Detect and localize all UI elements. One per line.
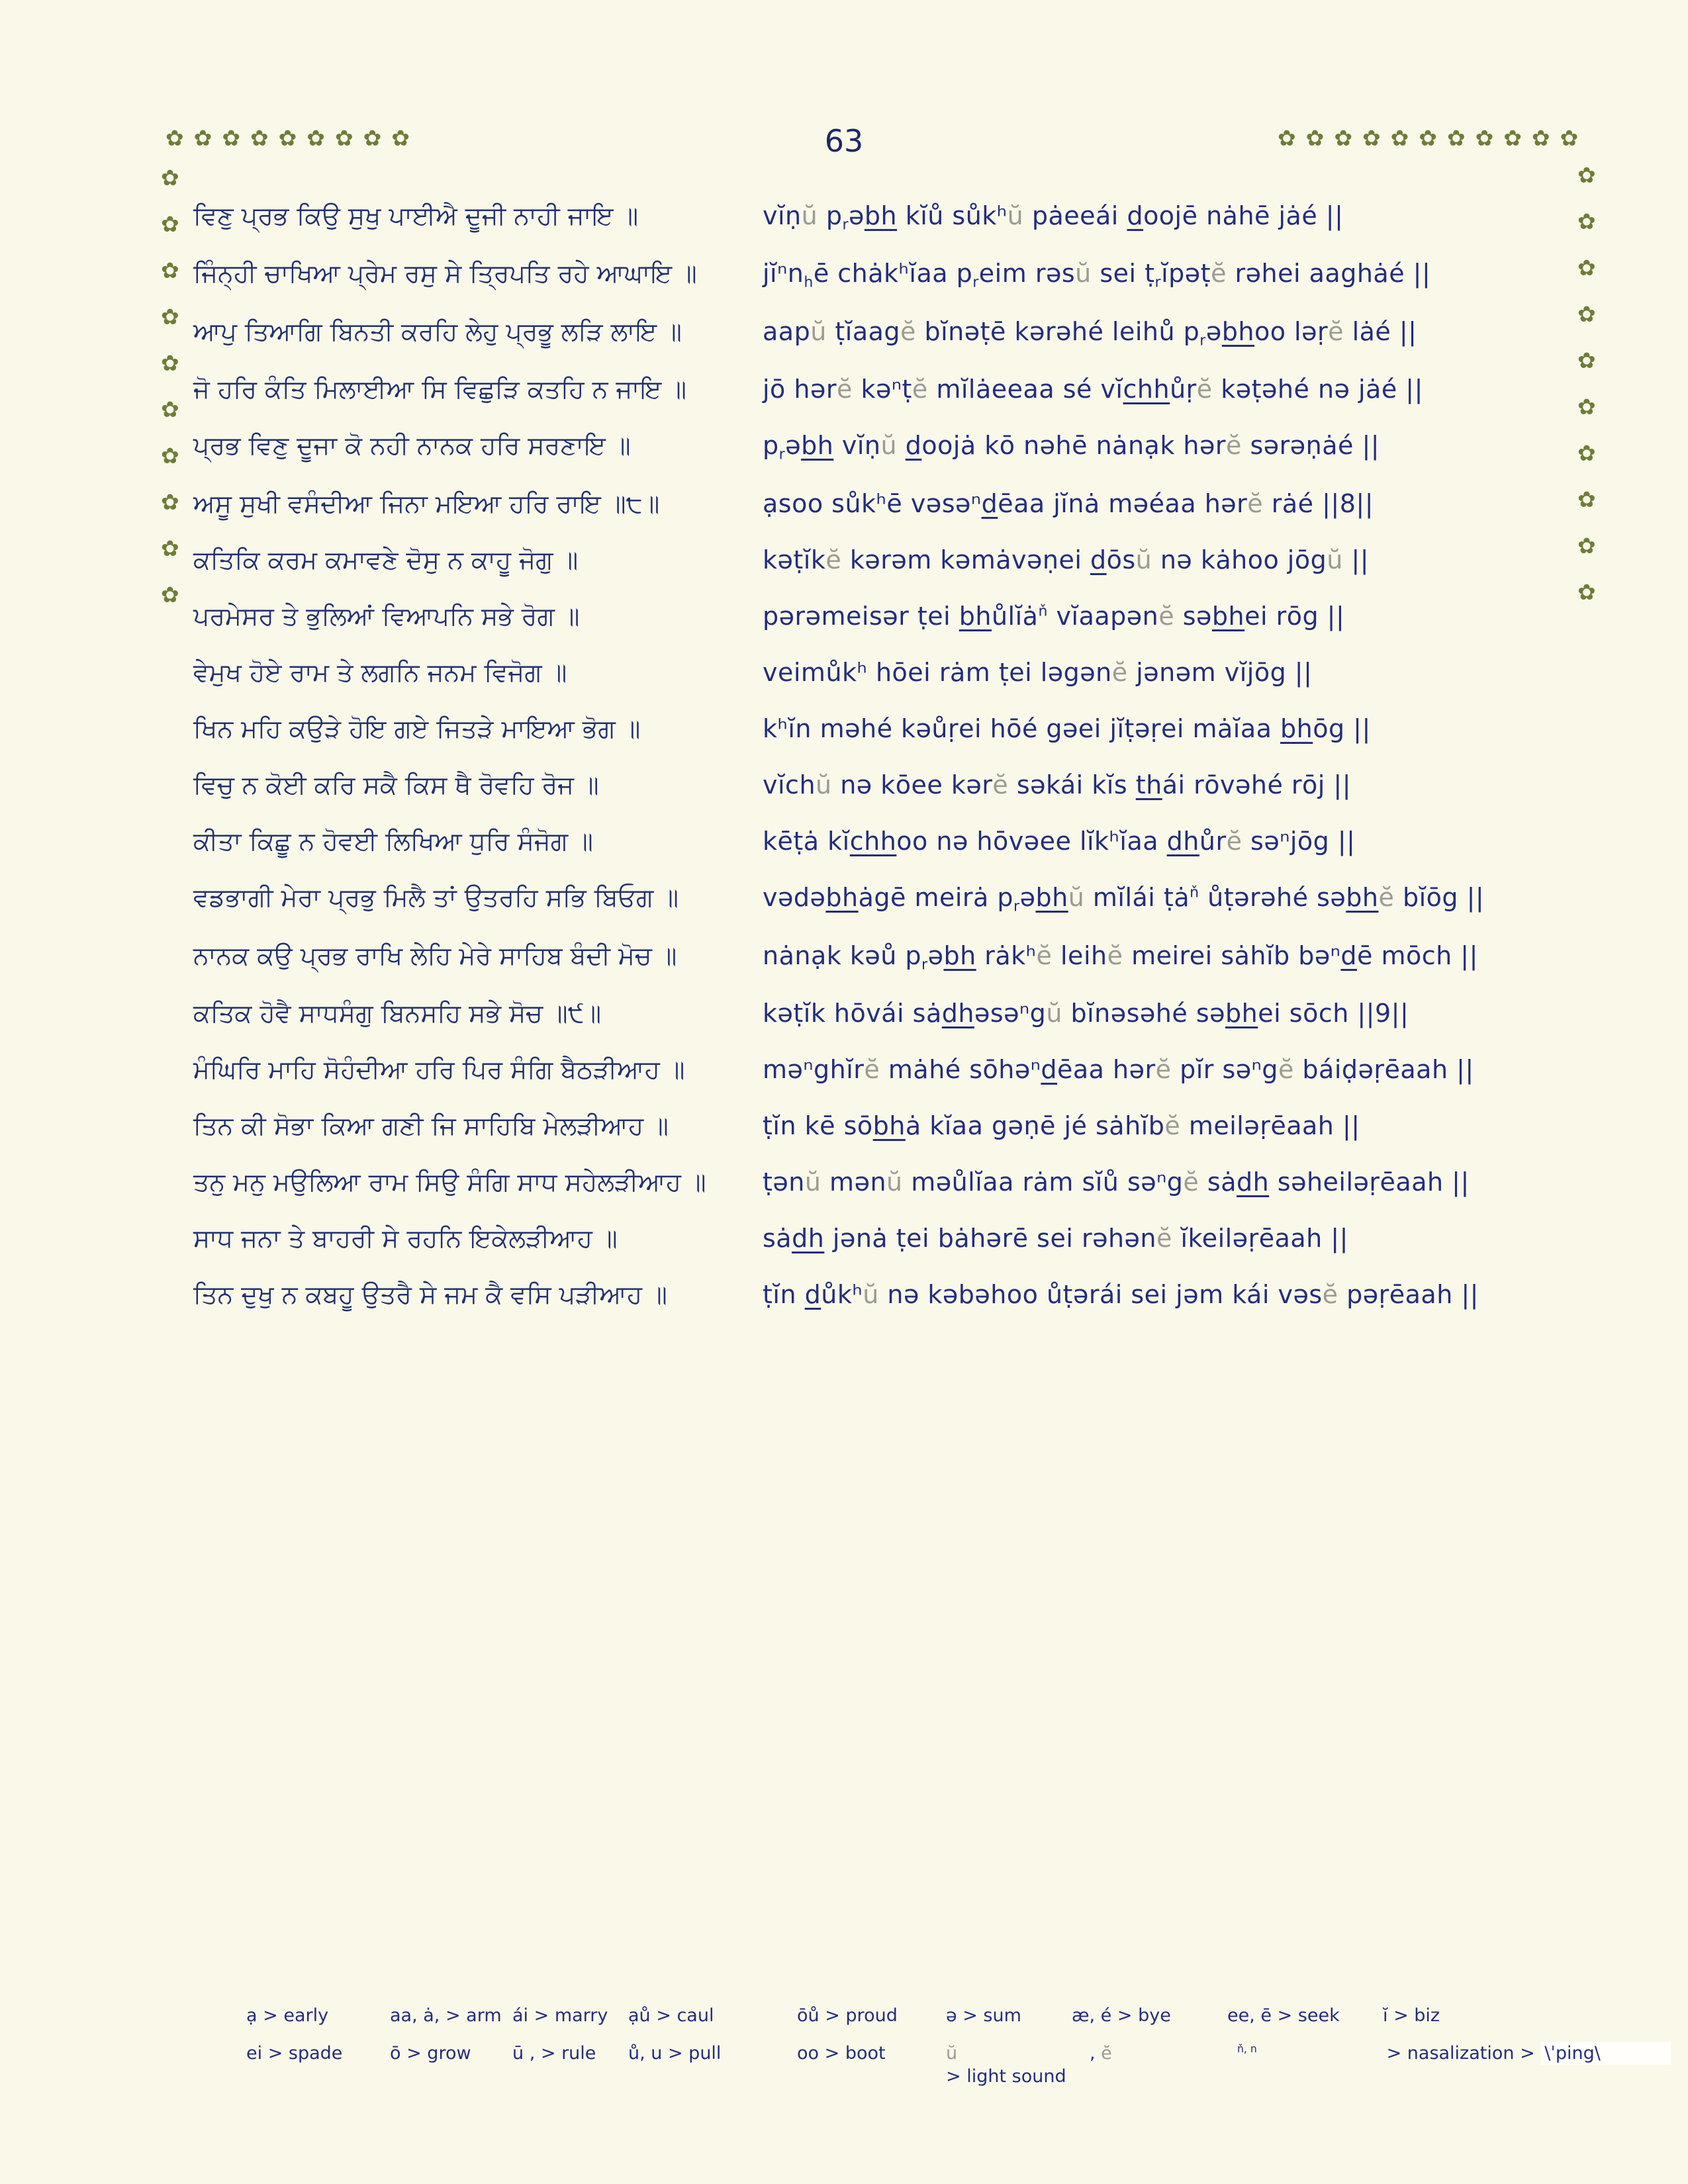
verse-row (193, 540, 1517, 580)
gurmukhi-text: ਤਨੁ ਮਨੁ ਮਉਲਿਆ ਰਾਮ ਸਿਉ ਸੰਗਿ ਸਾਧ ਸਹੇਲੜੀਆਹ ॥ (193, 1167, 706, 1197)
verse-row (193, 1050, 1517, 1089)
flower-ornament-icon: ✿ (1577, 301, 1596, 327)
transliteration-text: sȧdh jənȧ ṭei bȧhərē sei rəhənĕ ĭkeiləṛēaah || (763, 1224, 1348, 1253)
flower-ornament-icon: ✿ (306, 125, 325, 151)
transliteration-text: veimůkʰ hōei rȧm ṭei ləgənĕ jənəm vĭjōg || (763, 658, 1313, 688)
flower-ornament-icon: ✿ (1577, 347, 1596, 373)
flower-ornament-icon: ✿ (391, 125, 410, 151)
gurmukhi-text: ਕਤਿਕ ਹੋਵੈ ਸਾਧਸੰਗੁ ਬਿਨਸਹਿ ਸਭੇ ਸੋਚ ॥੯॥ (193, 999, 602, 1028)
page-number: 63 (824, 123, 864, 159)
gurmukhi-text: ਕੀਤਾ ਕਿਛੂ ਨ ਹੋਵਈ ਲਿਖਿਆ ਧੁਰਿ ਸੰਜੋਗ ॥ (193, 827, 593, 856)
ornament-border-top-left (165, 127, 420, 149)
transliteration-text: pərəmeisər ṭei bhůlĭȧ$^ň$ vĭaapənĕ səbhei rōg || (763, 602, 1345, 631)
verse-row (193, 1106, 1517, 1146)
verse-row (193, 196, 1517, 237)
legend-item: ōů > proud (797, 2005, 898, 2026)
transliteration-text: vĭṇŭ $p_rəbh$ kĭů sůkʰŭ pȧeeái doojē nȧhē jȧé || (763, 201, 1344, 234)
flower-ornament-icon: ✿ (1390, 125, 1409, 151)
flower-ornament-icon: ✿ (1577, 533, 1596, 559)
legend-item: ū , > rule (512, 2043, 596, 2064)
flower-ornament-icon: ✿ (161, 489, 179, 515)
transliteration-text: ṭənŭ mənŭ məůlĭaa rȧm sĭů səⁿgĕ sȧdh səheiləṛēaah || (763, 1167, 1470, 1197)
ornament-border-right (1577, 164, 1596, 627)
legend-row (246, 2042, 1601, 2088)
flower-ornament-icon: ✿ (363, 125, 382, 151)
flower-ornament-icon: ✿ (1503, 125, 1522, 151)
flower-ornament-icon: ✿ (161, 257, 179, 283)
flower-ornament-icon: ✿ (161, 211, 179, 237)
flower-ornament-icon: ✿ (334, 125, 353, 151)
transliteration-text: ṭĭn kē sōbhȧ kĭaa gəṇē jé sȧhĭbĕ meiləṛēaah || (763, 1111, 1360, 1141)
gurmukhi-text: ਨਾਨਕ ਕਉ ਪ੍ਰਭ ਰਾਖਿ ਲੇਹਿ ਮੇਰੇ ਸਾਹਿਬ ਬੰਦੀ ਮੋਚ ॥ (193, 940, 677, 970)
flower-ornament-icon: ✿ (165, 125, 184, 151)
transliteration-text: kəṭĭk hōvái sȧdhəsəⁿgŭ bĭnəsəhé səbhei sōch ||9|| (763, 999, 1409, 1028)
gurmukhi-text: ਤਿਨ ਦੁਖੁ ਨ ਕਬਹੂ ਉਤਰੈ ਸੇ ਜਮ ਕੈ ਵਸਿ ਪੜੀਆਹ ॥ (193, 1280, 667, 1310)
flower-ornament-icon: ✿ (1362, 125, 1381, 151)
transliteration-text: $p_rəbh$ vĭṇŭ doojȧ kō nəhē nȧnạk hərĕ sərəṇȧé || (763, 431, 1380, 464)
flower-ornament-icon: ✿ (1446, 125, 1466, 151)
flower-ornament-icon: ✿ (161, 304, 179, 330)
verse-row (193, 878, 1517, 919)
flower-ornament-icon: ✿ (1577, 486, 1596, 512)
flower-ornament-icon: ✿ (161, 396, 179, 422)
flower-ornament-icon: ✿ (161, 165, 179, 191)
gurmukhi-text: ਵਿਚੁ ਨ ਕੋਈ ਕਰਿ ਸਕੈ ਕਿਸ ਥੈ ਰੋਵਹਿ ਰੋਜ ॥ (193, 770, 599, 800)
transliteration-text: aapŭ ṭĭaagĕ bĭnəṭē kərəhé leihů $p_rəbhoo$ ləṛĕ lȧé || (763, 316, 1417, 349)
flower-ornament-icon: ✿ (1334, 125, 1352, 151)
transliteration-text: nȧnạk kəů $p_rəbh$ rȧkʰĕ leihĕ meirei sȧhĭb bəⁿdē mōch || (763, 940, 1478, 974)
transliteration-text: ṭĭn důkʰŭ nə kəbəhoo ůṭərái sei jəm kái vəsĕ pəṛēaah || (763, 1280, 1479, 1310)
flower-ornament-icon: ✿ (1475, 125, 1494, 151)
gurmukhi-text: ਖਿਨ ਮਹਿ ਕਉੜੇ ਹੋਇ ਗਏ ਜਿਤੜੇ ਮਾਇਆ ਭੋਗ ॥ (193, 714, 641, 744)
legend-item: ů, u > pull (628, 2043, 722, 2064)
transliteration-text: ạsoo sůkʰē vəsəⁿdēaa jĭnȧ məéaa hərĕ rȧé ||8|| (763, 488, 1374, 518)
flower-ornament-icon: ✿ (161, 350, 179, 376)
verse-row (193, 993, 1517, 1033)
verse-row (193, 596, 1517, 636)
flower-ornament-icon: ✿ (1577, 394, 1596, 420)
flower-ornament-icon: ✿ (161, 535, 179, 561)
gurmukhi-text: ਵਿਣੁ ਪ੍ਰਭ ਕਿਉ ਸੁਖੁ ਪਾਈਐ ਦੂਜੀ ਨਾਹੀ ਜਾਇ ॥ (193, 201, 639, 230)
verse-row (193, 1275, 1517, 1314)
flower-ornament-icon: ✿ (1577, 440, 1596, 466)
legend-item: oo > boot (797, 2043, 886, 2064)
transliteration-text: jĭⁿn$_h$ē chȧkʰĭaa $p_reim$ rəsŭ sei ṭ$_r$ĭpəṭĕ rəhei aaghȧé || (763, 259, 1431, 292)
flower-ornament-icon: ✿ (1419, 125, 1437, 151)
flower-ornament-icon: ✿ (161, 443, 179, 469)
legend-item: ə > sum (946, 2005, 1021, 2026)
legend-item: aa, ȧ, > arm (390, 2005, 502, 2026)
legend-item: ạ > early (246, 2005, 329, 2026)
gurmukhi-text: ਅਸੂ ਸੁਖੀ ਵਸੰਦੀਆ ਜਿਨਾ ਮਇਆ ਹਰਿ ਰਾਇ ॥੮॥ (193, 488, 660, 518)
flower-ornament-icon: ✿ (1577, 255, 1596, 281)
verse-row (193, 821, 1517, 861)
verse-row (193, 1218, 1517, 1258)
verse-row (193, 369, 1517, 409)
verse-row (193, 709, 1517, 749)
gurmukhi-text: ਜੋ ਹਰਿ ਕੰਤਿ ਮਿਲਾਈਆ ਸਿ ਵਿਛੁੜਿ ਕਤਹਿ ਨ ਜਾਇ ॥ (193, 375, 686, 404)
flower-ornament-icon: ✿ (250, 125, 269, 151)
flower-ornament-icon: ✿ (1305, 125, 1325, 151)
transliteration-text: jō hərĕ kəⁿṭĕ mĭlȧeeaa sé vĭchhůṛĕ kəṭəhé nə jȧé || (763, 375, 1423, 404)
transliteration-text: kʰĭn məhé kəůṛei hōé gəei jĭṭəṛei mȧĭaa bhōg || (763, 714, 1371, 744)
legend-row (246, 2004, 1477, 2027)
gurmukhi-text: ਵਡਭਾਗੀ ਮੇਰਾ ਪ੍ਰਭੁ ਮਿਲੈ ਤਾਂ ਉਤਰਹਿ ਸਭਿ ਬਿਓਗ ॥ (193, 883, 679, 913)
gurmukhi-text: ਵੇਮੁਖ ਹੋਏ ਰਾਮ ਤੇ ਲਗਨਿ ਜਨਮ ਵਿਜੋਗ ॥ (193, 658, 567, 688)
legend-item: ň, n > nasalization > \ˈping\ (1237, 2042, 1671, 2065)
legend-item: æ, é > bye (1072, 2005, 1171, 2026)
gurmukhi-text: ਜਿੰਨ੍ਹੀ ਚਾਖਿਆ ਪ੍ਰੇਮ ਰਸੁ ਸੇ ਤ੍ਰਿਪਤਿ ਰਹੇ ਆਘਾਇ ॥ (193, 259, 697, 289)
legend-item: ái > marry (512, 2005, 608, 2026)
flower-ornament-icon: ✿ (1577, 162, 1596, 188)
verse-row (193, 426, 1517, 467)
gurmukhi-text: ਸਾਧ ਜਨਾ ਤੇ ਬਾਹਰੀ ਸੇ ਰਹਨਿ ਇਕੇਲੜੀਆਹ ॥ (193, 1224, 618, 1253)
transliteration-text: vĭchŭ nə kōee kərĕ səkái kĭs thái rōvəhé rōj || (763, 770, 1352, 800)
legend-item: ee, ē > seek (1227, 2005, 1340, 2026)
flower-ornament-icon: ✿ (193, 125, 212, 151)
ornament-border-left (161, 167, 179, 630)
gurmukhi-text: ਮੰਘਿਰਿ ਮਾਹਿ ਸੋਹੰਦੀਆ ਹਰਿ ਪਿਰ ਸੰਗਿ ਬੈਠੜੀਆਹ ॥ (193, 1055, 685, 1085)
flower-ornament-icon: ✿ (1531, 125, 1550, 151)
legend-item: ĭ > biz (1383, 2005, 1440, 2026)
verse-row (193, 253, 1517, 295)
verse-row (193, 1162, 1517, 1202)
legend-item: ạů > caul (628, 2005, 714, 2026)
legend-item: ō > grow (390, 2043, 471, 2064)
flower-ornament-icon: ✿ (161, 582, 179, 608)
verse-row (193, 484, 1517, 523)
gurmukhi-text: ਆਪੁ ਤਿਆਗਿ ਬਿਨਤੀ ਕਰਹਿ ਲੇਹੁ ਪ੍ਰਭੂ ਲੜਿ ਲਾਇ ॥ (193, 316, 682, 346)
pronunciation-legend (246, 2004, 1601, 2103)
verse-row (193, 312, 1517, 353)
verse-list (193, 196, 1517, 1331)
flower-ornament-icon: ✿ (222, 125, 240, 151)
gurmukhi-text: ਕਤਿਕਿ ਕਰਮ ਕਮਾਵਣੇ ਦੋਸੁ ਨ ਕਾਹੂ ਜੋਗੁ ॥ (193, 545, 579, 574)
flower-ornament-icon: ✿ (1560, 125, 1579, 151)
gurmukhi-text: ਤਿਨ ਕੀ ਸੋਭਾ ਕਿਆ ਗਣੀ ਜਿ ਸਾਹਿਬਿ ਮੇਲੜੀਆਹ ॥ (193, 1111, 669, 1141)
legend-item: ei > spade (246, 2043, 343, 2064)
ornament-border-top-right (1278, 127, 1588, 149)
legend-item: ŭ , ĕ > light sound (946, 2043, 1112, 2087)
transliteration-text: kəṭĭkĕ kərəm kəmȧvəṇei dōsŭ nə kȧhoo jōgŭ || (763, 545, 1370, 574)
flower-ornament-icon: ✿ (278, 125, 297, 151)
transliteration-text: məⁿghĭrĕ mȧhé sōhəⁿdēaa hərĕ pĭr səⁿgĕ báiḍəṛēaah || (763, 1055, 1474, 1085)
flower-ornament-icon: ✿ (1577, 208, 1596, 234)
verse-row (193, 765, 1517, 805)
gurmukhi-text: ਪ੍ਰਭ ਵਿਣੁ ਦੂਜਾ ਕੋ ਨਹੀ ਨਾਨਕ ਹਰਿ ਸਰਣਾਇ ॥ (193, 431, 631, 461)
verse-row (193, 653, 1517, 692)
transliteration-text: vədəbhȧgē meirȧ $p_rəbhŭ$ mĭlái ṭȧ$^ň$ ůṭərəhé səbhĕ bĭōg || (763, 883, 1485, 915)
transliteration-text: kēṭȧ kĭchhoo nə hōvəee lĭkʰĭaa dhůrĕ səⁿjōg || (763, 827, 1356, 856)
flower-ornament-icon: ✿ (1278, 125, 1296, 151)
flower-ornament-icon: ✿ (1577, 579, 1596, 605)
verse-row (193, 936, 1517, 977)
gurmukhi-text: ਪਰਮੇਸਰ ਤੇ ਭੁਲਿਆਂ ਵਿਆਪਨਿ ਸਭੇ ਰੋਗ ॥ (193, 602, 580, 631)
